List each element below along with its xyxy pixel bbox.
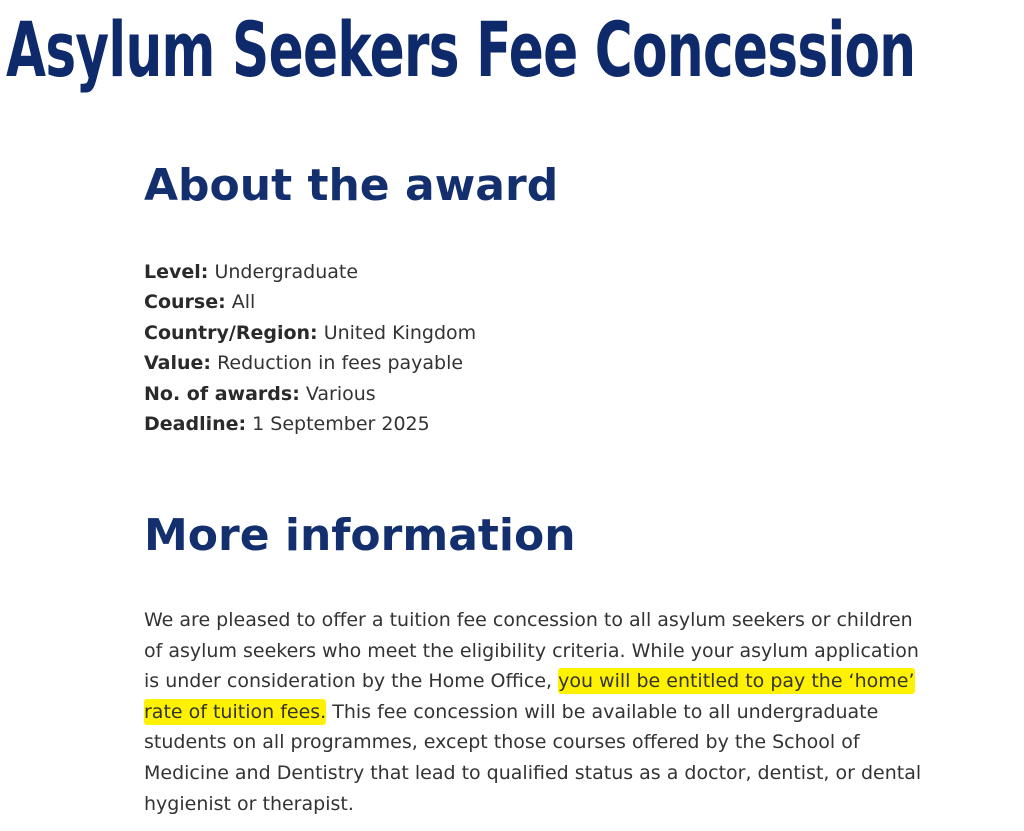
detail-value: Reduction in fees payable <box>217 352 464 375</box>
detail-level <box>144 257 476 287</box>
about-award-heading: About the award <box>144 160 559 211</box>
detail-course <box>144 287 476 317</box>
more-information-heading: More information <box>144 510 576 561</box>
highlighted-text: you will be entitled to pay the ‘home’ rate of tuition fees. <box>144 670 915 723</box>
paragraph-text-start: We are pleased to offer a tuition fee concession to all asylum seekers or children of asylum seekers who meet the eligibility criteria. While your asylum application is under consideration by the Home Office, <box>144 609 919 693</box>
detail-label: Level: <box>144 261 209 283</box>
paragraph-text-end: This fee concession will be available to all undergraduate students on all programmes, except those courses offered by the School of Medicine and Dentistry that lead to qualified status as a doctor, dentist, or dental hygienist or therapist. <box>144 700 922 815</box>
detail-value: Various <box>305 382 376 405</box>
detail-value-item <box>144 348 476 378</box>
detail-value: 1 September 2025 <box>252 413 430 436</box>
detail-no-of-awards <box>144 379 476 409</box>
detail-value: Undergraduate <box>214 261 359 283</box>
detail-label: Country/Region: <box>144 321 318 344</box>
detail-label: No. of awards: <box>144 382 300 405</box>
detail-deadline <box>144 409 476 439</box>
detail-label: Course: <box>144 291 226 314</box>
page-title: Asylum Seekers Fee Concession <box>6 5 916 94</box>
detail-value: All <box>231 291 256 314</box>
award-details-list <box>144 257 476 439</box>
detail-label: Deadline: <box>144 413 247 436</box>
more-information-paragraph <box>144 605 934 819</box>
detail-value: United Kingdom <box>323 321 477 344</box>
detail-label: Value: <box>144 352 212 375</box>
detail-country-region <box>144 318 476 348</box>
